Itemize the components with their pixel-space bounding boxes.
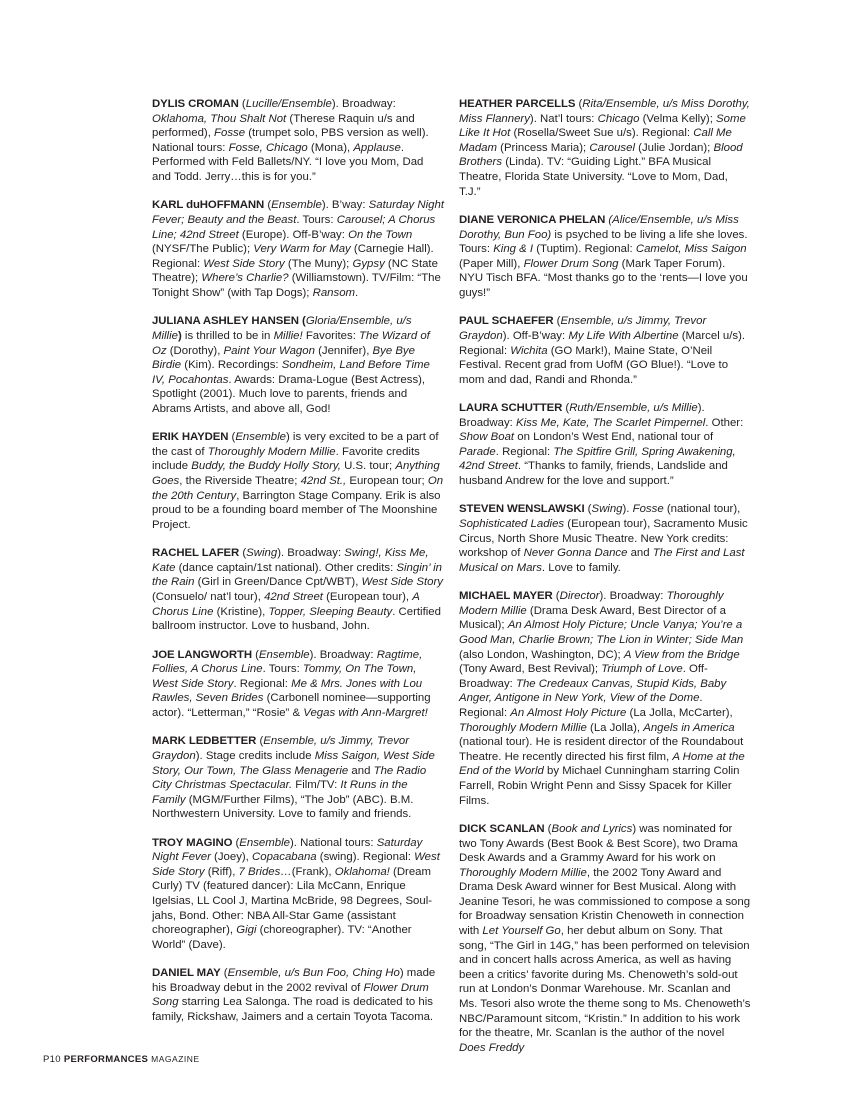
bio-italic-run: Carousel; A Chorus Line; 42nd Street [152,213,436,241]
bio-text [459,214,748,299]
bio-italic-run: Flower Drum Song [523,257,619,270]
bio-text-run: by Michael Cunningham starring Colin Farrell, Robin Wright Penn and Sissy Spacek for Killer Films. [459,765,740,807]
bio-italic-run: (Alice/Ensemble, u/s Miss Dorothy, Bun Foo) [459,213,739,241]
bio-entry [152,546,444,634]
bio-text-run: , the Riverside Theatre; [179,475,301,488]
bio-text-run: ( [238,98,246,110]
bio-text-run: Favorites: [302,329,360,342]
bio-text [152,547,443,632]
bio-text-run: (Mona), [307,141,354,154]
bio-text-run: Film/TV: [292,779,341,792]
bio-italic-run: Thoroughly Modern Millie [459,866,587,879]
bio-italic-run: Buddy, the Buddy Holly Story, [191,460,341,473]
bio-text-run: . Performed with Feld Ballets/NY. “I love you Mom, Dad and Todd. Jerry…this is for you.” [152,141,424,183]
bio-text-run: ( [575,98,583,110]
bio-text-run: ). Broadway: [309,648,377,661]
bio-text-run: (Carnegie Hall). Regional: [152,243,434,270]
bio-text-run: (La Jolla), [586,721,644,734]
bio-text-run: (NYSF/The Public); [152,243,254,256]
bio-name: DIANE VERONICA PHELAN [459,213,606,226]
bio-text-run: . Other: [705,416,744,429]
bio-text-run: (Kim). Recordings: [181,359,282,372]
bio-italic-run: A Chorus Line [152,591,420,618]
bio-text-run: (also London, Washington, DC); [459,648,624,661]
bio-italic-run: 42nd Street [264,591,323,603]
bio-italic-run: Carousel [589,141,635,154]
bio-italic-run: Where’s Charlie? [201,272,289,285]
bio-italic-run: On the 20th Century [152,475,444,502]
bio-text-run: (Dream Curly) TV (featured dancer): Lila McCann, Enrique Igelsias, LL Cool J, Martina McBride, 98 Degrees, Soul-jahs, Bond. Other: NBA All-Star Game (assistant choreographer), [152,865,433,937]
bio-italic-run: Kiss Me, Kate, The Scarlet Pimpernel [515,416,706,429]
bio-name: DICK SCANLAN [459,822,545,835]
bio-text-run: (Tony Award, Best Revival); [459,663,602,676]
bio-italic-run: An Almost Holy Picture; Uncle Vanya; You’re a Good Man, Charlie Brown; The Lion in Winter; Side Man [459,619,744,646]
bio-text-run: (Consuelo/ nat’l tour), [152,591,265,603]
bio-text-run: (NC State Theatre); [152,257,438,285]
bio-text-run: (Princess Maria); [496,141,590,154]
bio-text-run: (Frank), [291,865,335,878]
bio-text-run: (European tour), [322,591,413,603]
bio-italic-run: Gypsy [352,257,385,270]
bio-text-run: ( [220,967,228,980]
bio-italic-run: Oklahoma! [334,865,390,878]
bio-text-run: . Regional: [459,692,703,719]
bio-text-run: , Barrington Stage Company. Erik is also proud to be a founding board member of The Moonshine Project. [152,489,441,531]
bio-text-run: (Carbonell nominee—supporting actor). “Letterman,” “Rosie” & [152,692,431,719]
bio-text-run: . Regional: [495,445,554,458]
page-number: P10 [43,1054,61,1065]
bio-text-run: ( [256,735,264,748]
bio-italic-run: Paint Your Wagon [223,344,315,357]
bio-italic-run: Topper, Sleeping Beauty [268,605,393,618]
bio-name: RACHEL LAFER [152,547,240,560]
bio-text-run: (Paper Mill), [459,257,524,270]
bio-text-run: (Joey), [210,851,253,864]
bio-text-run: ). B’way: [321,199,369,212]
bio-italic-run: Angels in America [643,721,735,734]
bio-italic-run: Vegas with Ann-Margret! [303,706,428,719]
bio-italic-run: Gigi [236,924,257,937]
bio-text-run: (European tour), Sacramento Music Circus, North Shore Music Theatre. New York credits: workshop of [459,518,748,560]
bio-text-run: and [627,547,653,560]
bio-text-run: ( [251,648,259,661]
bio-italic-run: Ensemble [239,836,290,849]
bio-italic-run: Sondheim, Land Before Time IV, Pocahontas [152,359,430,386]
bio-text-run: (national tour), [663,503,741,516]
bio-text-run: (GO Mark!), Maine State, O’Neil Festival. Recent grad from UofM (GO Blue!). “Love to mom and dad, Randi and Rhonda.” [459,344,729,386]
bio-name: HEATHER PARCELLS [459,98,576,110]
bio-text-run: ( [552,590,560,603]
bio-text-run: (Kristine), [213,605,269,618]
bio-name: DYLIS CROMAN [152,98,239,110]
bio-italic-run: An Almost Holy Picture [510,706,627,719]
bio-text-run: ) was nominated for two Tony Awards (Best Book & Best Score), two Drama Desk Awards and a Grammy Award for his work on [459,822,738,865]
bio-text-run: and [348,764,374,777]
bio-italic-run: Ruth/Ensemble, u/s Millie [569,402,698,415]
bio-entry [152,836,444,953]
bio-entry [152,198,444,300]
bio-text-run: . Tours: [262,663,303,676]
bio-italic-run: Triumph of Love [601,663,683,676]
bio-entry [152,966,444,1024]
bio-italic-run: My Life With Albertine [568,329,679,342]
bio-text-run: is thrilled to be in [181,329,274,342]
bio-entry [152,648,444,721]
bio-text-run: (Jennifer), [314,344,373,357]
bio-name: PAUL SCHAEFER [459,315,554,328]
bio-text-run: . Tours: [296,213,337,226]
bio-italic-run: Thoroughly Modern Millie [459,721,587,734]
bio-text-run: (Therese Raquin u/s and performed), [152,112,415,140]
bio-italic-run: A View from the Bridge [623,648,740,661]
bio-italic-run: Ensemble, u/s Bun Foo, Ching Ho [227,967,400,980]
bio-italic-run: Anything Goes [152,460,440,488]
bio-italic-run: Ransom [312,286,356,299]
bio-text-run: ) made his Broadway debut in the 2002 revival of [152,967,436,994]
bio-text [459,98,750,198]
bio-text-run: (Drama Desk Award, Best Director of a Musical); [459,604,726,632]
magazine-label: MAGAZINE [151,1054,200,1064]
bio-text-run: ( [584,503,592,516]
bio-text-run: (choreographer). TV: “Another World” (Dave). [152,924,412,951]
bio-text [152,837,440,951]
bio-italic-run: Miss Saigon, West Side Story, Our Town, The Glass Menagerie [152,749,435,777]
bio-text [459,402,743,487]
bio-italic-run: Fosse [632,503,664,516]
bio-entry [152,734,444,822]
bio-italic-run: Tommy, On The Town, West Side Story [152,663,417,690]
bio-text-run: . [355,286,359,299]
bio-text-run: ). National tours: [289,836,377,849]
bio-text-run: (trumpet solo, PBS version as well). National tours: [152,127,429,154]
bio-text-run: (Julie Jordan); [634,141,714,154]
bio-text [152,199,444,299]
bio-text [152,735,435,820]
bio-text-run: ( [232,836,240,849]
bio-entry [459,401,751,489]
bio-italic-run: Thoroughly Modern Millie [207,445,336,458]
left-column [152,97,444,1038]
bio-italic-run: Rita/Ensemble, u/s Miss Dorothy, Miss Flannery [459,98,750,125]
bio-text-run: (Rosella/Sweet Sue u/s). Regional: [510,127,694,140]
bio-italic-run: Ensemble, u/s Jimmy, Trevor Graydon [152,735,410,762]
bio-name: JULIANA ASHLEY HANSEN [152,315,299,328]
bio-text-run: . Regional: [233,677,292,690]
bio-italic-run: King & I [493,243,534,256]
bio-italic-run: West Side Story [152,851,440,878]
bio-entry [459,97,751,199]
bio-text-run: (Williamstown). TV/Film: “The Tonight Show” (with Tap Dogs); [152,272,441,299]
bio-italic-run: The Spitfire Grill, Spring Awakening, 42nd Street [459,445,736,473]
bio-italic-run: Let Yourself Go [482,925,561,938]
bio-text-run: (swing). Regional: [316,851,415,864]
bio-name: JOE LANGWORTH [152,648,252,661]
bio-italic-run: Ensemble [235,431,286,444]
bio-text-run: starring Lea Salonga. The road is dedicated to his family, Rickshaw, Jaimers and a certain Toyota Tacoma. [152,996,434,1024]
bio-entry [459,822,751,1056]
publication-name: PERFORMANCES [63,1054,149,1065]
bio-italic-run: Saturday Night Fever [152,836,423,864]
bio-entry [459,589,751,808]
bio-text [459,590,745,806]
bio-name: LAURA SCHUTTER [459,402,563,415]
bio-text-run: (Tuptim). Regional: [533,243,636,256]
bio-text-run: , the 2002 Tony Award and Drama Desk Award winner for Best Musical. Along with Jeanine Tesori, he was commissioned to compose a song for Broadway sensation Kristin Chenoweth in connection with [459,866,751,938]
bio-italic-run: Some Like It Hot [459,112,746,140]
bio-italic-run: Lucille/Ensemble [245,98,332,110]
bio-italic-run: Ensemble [258,648,310,661]
bio-text-run: ). Stage credits include [195,749,315,762]
bio-text [152,315,430,415]
page-footer [43,1054,200,1065]
bio-text-run: . “Thanks to family, friends, Landslide and husband Andrew for the love and support.” [459,460,728,488]
bio-text-run: (MGM/Further Films), “The Job” (ABC). B.M. Northwestern University. Love to family and friends. [152,793,414,821]
bio-text-run: (Velma Kelly); [639,112,717,125]
bio-text-run: ). [622,503,633,516]
bio-italic-run: The First and Last Musical on Mars [459,547,745,574]
bio-text [152,431,443,531]
bio-italic-run: Wichita [510,344,548,357]
bio-text-run: ( [239,547,247,560]
bio-text-run: ( [298,315,306,328]
bio-italic-run: Book and Lyrics [551,822,633,835]
bio-text-run: on London’s West End, national tour of [514,431,714,444]
bio-text-run: ). Broadway: [459,402,705,429]
bio-italic-run: Parade [459,445,496,458]
bio-italic-run: The Wizard of Oz [152,329,430,357]
bio-italic-run: It Runs in the Family [152,779,408,806]
bio-italic-run: Copacabana [252,851,317,864]
bio-text-run: ) is very excited to be a part of the cast of [152,431,439,458]
bio-italic-run: On the Town [348,228,413,241]
bio-text-run: (Dorothy), [166,344,224,357]
bio-italic-run: Very Warm for May [253,243,351,256]
bio-italic-run: Ensemble [271,199,322,212]
bio-italic-run: 42nd St., [300,475,347,488]
bio-italic-run: Swing [246,547,278,560]
bio-italic-run: West Side Story [361,576,443,589]
bio-name: TROY MAGINO [152,836,233,849]
bio-italic-run: Thoroughly Modern Millie [459,590,724,617]
bio-text-run: . Off-Broadway: [459,663,708,690]
bio-entry [459,213,751,301]
bio-text-run: (Girl in Green/Dance Cpt/WBT), [194,576,362,589]
bio-italic-run: Gloria/Ensemble, u/s Millie [152,315,412,342]
bio-italic-run: West Side Story [203,257,285,270]
bio-text-run: ( [544,822,552,835]
bio-text-run: (Linda). TV: “Guiding Light.” BFA Musical Theatre, Florida State University. “Love to Mom, Dad, T.J.” [459,156,728,198]
bio-italic-run: Me & Mrs. Jones with Lou Rawles, Seven Brides [152,677,423,705]
bio-italic-run: Call Me Madam [459,127,732,154]
bio-italic-run: Ragtime, Follies, A Chorus Line [152,648,423,676]
bio-text-run: (Europe). Off-B’way: [238,228,349,241]
bio-italic-run: Director [559,590,600,603]
bio-text-run: . Awards: Drama-Logue (Best Actress), Spotlight (2001). Much love to parents, friends and Abrams Artists, and above all, God! [152,373,426,415]
bio-italic-run: The Radio City Christmas Spectacular. [152,764,427,792]
bio-text-run: is psyched to be living a life she loves. Tours: [459,228,748,256]
bio-text-run: ( [264,199,272,212]
bio-text-run: . Love to family. [541,561,621,574]
bio-text-run: ). Broadway: [331,98,396,110]
bio-text-run: (Mark Taper Forum). NYU Tisch BFA. “Most thanks go to the ‘rents—I love you guys!” [459,257,748,299]
bio-italic-run: Singin’ in the Rain [152,561,443,589]
bio-entry [152,314,444,416]
bio-text-run: European tour; [346,475,428,488]
bio-italic-run: Blood Brothers [459,141,743,169]
bio-italic-run: Does Freddy [459,1041,525,1054]
bio-text-run: (national tour). He is resident director of the Roundabout Theatre. He recently directed his first film, [459,736,744,763]
bio-entry [459,314,751,387]
bio-text-run: ). Broadway: [277,547,345,560]
bio-italic-run: Flower Drum Song [152,981,429,1009]
bio-text-run: (dance captain/1st national). Other credits: [175,561,397,574]
bio-text-run: U.S. tour; [340,460,396,473]
bio-italic-run: Never Gonna Dance [523,547,628,560]
bio-name: STEVEN WENSLAWSKI [459,503,585,516]
bio-italic-run: Fosse [214,127,246,140]
bio-text-run: ). Broadway: [599,590,667,603]
bio-text [152,98,429,183]
bio-text-run: (The Muny); [284,257,353,270]
bio-italic-run: Ensemble, u/s Jimmy, Trevor Graydon [459,315,707,342]
bio-text-run: (La Jolla, McCarter), [626,706,733,719]
bio-italic-run: Swing [591,503,623,516]
bio-text-run: . Certified ballroom instructor. Love to husband, John. [152,605,441,633]
bio-text-run: ( [228,431,236,444]
bio-text-run: ). Off-B’way: [502,329,569,342]
bio-italic-run: Oklahoma, Thou Shalt Not [152,112,287,125]
bio-italic-run: The Credeaux Canvas, Stupid Kids, Baby Anger, Antigone in New York, View of the Dome [459,677,727,705]
bio-italic-run: Millie! [273,329,303,342]
bio-italic-run: Sophisticated Ladies [459,518,565,531]
bio-italic-run: Applause [353,141,401,154]
bio-text [459,823,750,1054]
bio-italic-run: Swing!, Kiss Me, Kate [152,547,429,574]
bio-text-run: , her debut album on Sony. That song, “The Girl in 14G,” has been performed on television and in concert halls across America, as well as having been a critics’ favorite during Ms. Chenoweth’s sold-out run at London’s Donmar Warehouse. Mr. Scanlan and Ms. Tesori also wrote the theme song to Ms. Chenoweth’s NBC/Paramount sitcom, “Kristin.” In addition to his work for the theatre, Mr. Scanlan is the author of the novel [459,925,751,1040]
bio-name: ERIK HAYDEN [152,431,229,444]
bio-entry [459,502,751,575]
bio-name: MARK LEDBETTER [152,735,257,748]
bio-text-run: ( [562,402,570,415]
bio-text-run: . Favorite credits include [152,445,420,473]
bio-italic-run: Camelot, Miss Saigon [635,243,747,256]
bio-text-run: (Riff), [204,865,239,878]
bio-italic-run: A Home at the End of the World [459,750,745,778]
bio-italic-run: Fosse, Chicago [228,141,308,154]
bio-italic-run: Bye Bye Birdie [152,344,415,372]
bio-name: KARL duHOFFMANN [152,199,265,212]
bio-text-run: (Marcel u/s). Regional: [459,329,746,357]
bio-italic-run: Show Boat [459,431,515,444]
bio-text-run: ( [553,315,561,328]
bio-text-run: ). Nat’l tours: [529,112,598,125]
right-column [459,97,751,1069]
bio-entry [152,430,444,532]
bio-name: DANIEL MAY [152,967,221,980]
bio-italic-run: Saturday Night Fever; Beauty and the Beast [152,199,445,226]
bio-italic-run: 7 Brides… [238,865,292,878]
bio-name: MICHAEL MAYER [459,590,553,603]
bio-text-run: ) [177,329,182,342]
bio-entry [152,97,444,185]
bio-italic-run: Chicago [597,112,640,125]
